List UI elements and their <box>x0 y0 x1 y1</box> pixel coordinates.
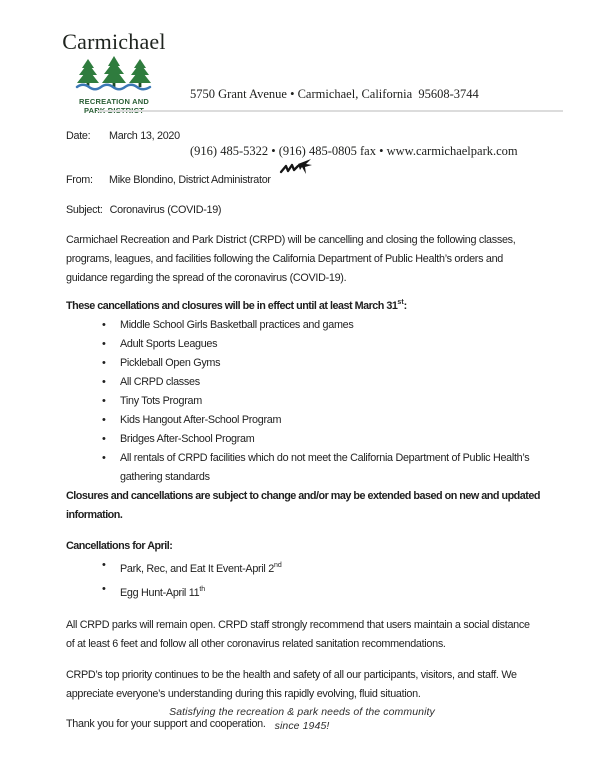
handwritten-initials <box>279 157 313 186</box>
list-item: • All rentals of CRPD facilities which do not meet the California Department of Public Health’s gathering standards <box>66 449 540 487</box>
april-item-text: Egg Hunt-April 11 <box>120 587 200 599</box>
pine-trees-icon <box>50 55 178 97</box>
footer-tagline <box>0 705 604 733</box>
list-item <box>66 580 540 603</box>
subject-line <box>66 201 540 220</box>
from-line <box>66 157 540 190</box>
org-tagline-line1: RECREATION AND <box>79 97 149 106</box>
april-item-text: Park, Rec, and Eat It Event-April 2 <box>120 563 274 575</box>
april-heading: Cancellations for April: <box>66 540 173 552</box>
priority-paragraph: CRPD’s top priority continues to be the health and safety of all our participants, visitors, and staff. We appreciate everyone’s understanding during this rapidly evolving, fluid situation. <box>66 669 517 700</box>
parks-paragraph: All CRPD parks will remain open. CRPD staff strongly recommend that users maintain a social distance of at least 6 feet and follow all other coronavirus related sanitation recommendations. <box>66 619 530 650</box>
march-cancellation-list <box>66 316 540 487</box>
org-name: Carmichael <box>62 29 166 54</box>
footer-tagline-line1: Satisfying the recreation & park needs of the community <box>169 706 435 718</box>
address-line1: 5750 Grant Avenue • Carmichael, California 95608-3744 <box>190 87 479 101</box>
list-item: • Middle School Girls Basketball practices and games <box>66 316 540 335</box>
date-value: March 13, 2020 <box>109 130 180 142</box>
from-value: Mike Blondino, District Administrator <box>109 174 271 186</box>
list-item: • All CRPD classes <box>66 373 540 392</box>
list-item: • Pickleball Open Gyms <box>66 354 540 373</box>
header-divider <box>97 110 563 112</box>
march-heading-colon: : <box>403 300 407 312</box>
date-label: Date: <box>66 130 91 142</box>
intro-paragraph: Carmichael Recreation and Park District (CRPD) will be cancelling and closing the following classes, programs, leagues, and facilities following the California Department of Public Health’s orders and guidance regarding the spread of the coronavirus (COVID-19). <box>66 234 516 284</box>
list-item <box>66 556 540 579</box>
list-item: • Kids Hangout After-School Program <box>66 411 540 430</box>
march-heading <box>66 293 540 316</box>
march-heading-ordinal: st <box>397 299 404 306</box>
list-item: • Adult Sports Leagues <box>66 335 540 354</box>
closures-note: Closures and cancellations are subject to change and/or may be extended based on new and updated information. <box>66 490 540 521</box>
april-item-ordinal: nd <box>273 562 282 569</box>
list-item: • Bridges After-School Program <box>66 430 540 449</box>
address-line2: (916) 485-5322 • (916) 485-0805 fax • www.carmichaelpark.com <box>190 144 518 158</box>
closing-paragraph: Thank you for your support and cooperation. <box>66 718 266 730</box>
list-item: • Tiny Tots Program <box>66 392 540 411</box>
footer-tagline-line2: since 1945! <box>274 720 330 732</box>
memo-body <box>66 127 540 734</box>
from-label: From: <box>66 174 93 186</box>
april-cancellation-list <box>66 556 540 603</box>
march-heading-text: These cancellations and closures will be in effect until at least March 31 <box>66 300 398 312</box>
org-tagline-line2: PARK DISTRICT <box>84 105 144 115</box>
date-line <box>66 127 540 146</box>
subject-value: Coronavirus (COVID-19) <box>109 204 222 216</box>
subject-label: Subject: <box>66 204 103 216</box>
org-tagline <box>50 98 178 115</box>
april-item-ordinal: th <box>199 586 206 593</box>
